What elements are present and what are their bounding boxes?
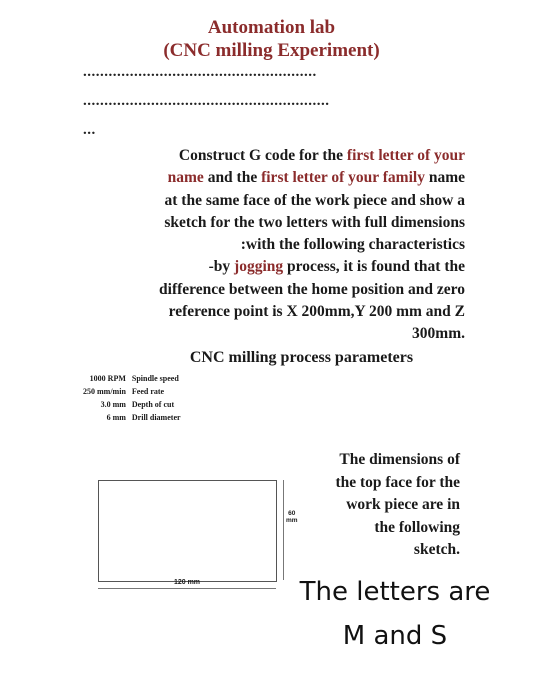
highlight-text: first letter of your [346,147,465,164]
note-line: the following [374,518,460,536]
table-row [80,411,184,424]
task-line: 300mm. [412,325,465,343]
table-row [80,385,184,398]
param-value: 3.0 mm [100,400,126,409]
note-line: The dimensions of [339,451,460,468]
letters-line: M and S [342,621,448,651]
page-title: Automation lab [207,17,336,38]
param-label: Feed rate [131,387,165,396]
highlight-text: name [167,169,204,187]
params-heading: CNC milling process parameters [189,349,414,366]
task-text: name [424,169,465,187]
param-label: Spindle speed [131,374,179,383]
param-value: 6 mm [106,413,126,422]
task-line: :with the following characteristics [240,236,465,254]
workpiece-sketch [98,480,277,582]
height-unit: mm [286,517,298,524]
task-paragraph [80,145,465,346]
note-line: sketch. [413,541,460,558]
dimensions-note [295,449,460,562]
task-text: Construct G code for the [178,147,347,164]
task-text: -by [208,258,235,276]
highlight-text: first letter of your family [261,169,425,187]
dotted-line: .......................................................... [83,93,330,109]
height-dimension-line [283,480,284,580]
task-line: reference point is X 200mm,Y 200 mm and Z [168,303,465,321]
width-dimension-label: 120 mm [173,579,201,586]
height-value: 60 [288,510,296,517]
letters-note [280,570,510,658]
task-line [80,256,465,278]
task-line [80,145,465,167]
param-label: Drill diameter [131,413,181,422]
task-line: difference between the home position and zero [159,280,465,298]
task-line: at the same face of the work piece and show a [164,191,465,209]
task-line [80,167,465,189]
table-row [80,398,184,411]
task-text: process, it is found that the [283,258,465,276]
note-line: the top face for the [335,473,460,491]
task-line: sketch for the two letters with full dimensions [164,213,465,231]
dotted-line: ... [83,122,96,138]
param-label: Depth of cut [131,400,175,409]
table-row [80,372,184,385]
param-value: 250 mm/min [83,387,126,396]
dotted-line: ....................................................... [83,64,317,80]
param-value: 1000 RPM [89,374,126,383]
letters-line: The letters are [299,577,491,607]
highlight-text: jogging [234,258,284,276]
width-dimension-line [98,588,276,589]
task-text: and the [203,169,262,187]
page-subtitle: (CNC milling Experiment) [163,40,380,61]
note-line: work piece are in [346,496,460,513]
params-table [80,372,184,424]
